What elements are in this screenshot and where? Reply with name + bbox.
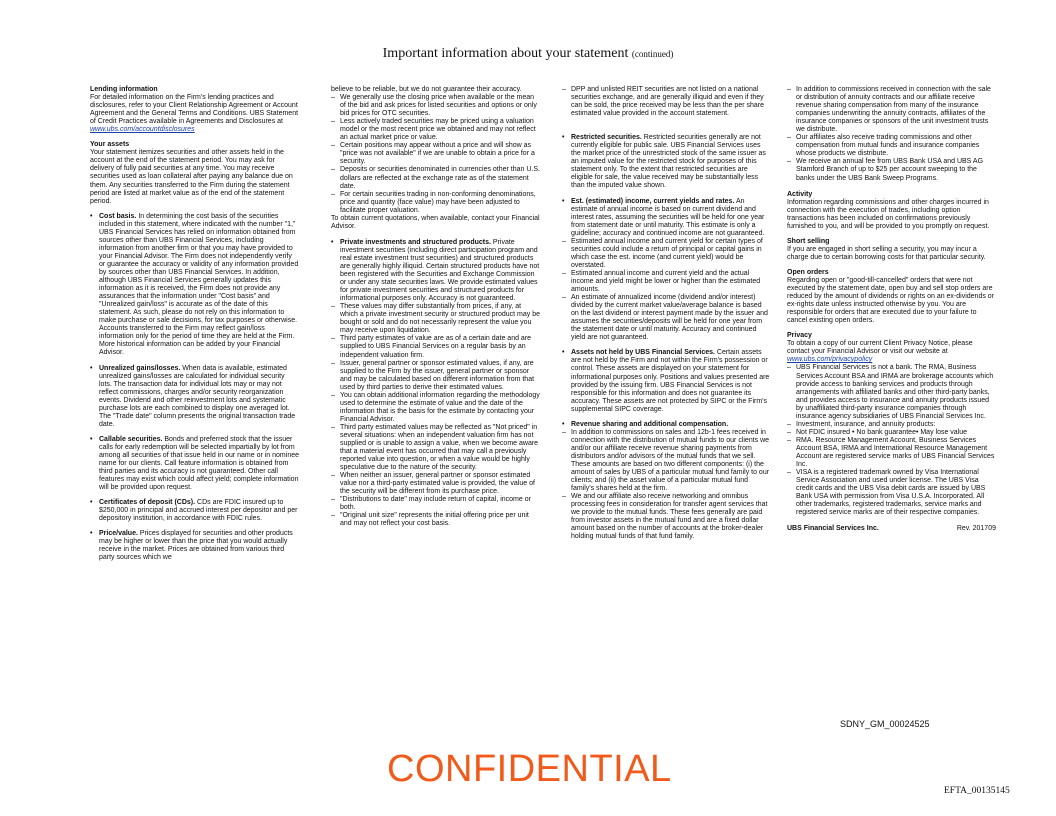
company-name: UBS Financial Services Inc. <box>787 525 879 533</box>
price-value-text: Prices displayed for securities and other products may be higher or lower than the price that you would actually receive in the market. Prices are obtained from various third party sources which we <box>99 530 293 562</box>
short-selling-heading: Short selling <box>787 237 830 245</box>
privacy-heading: Privacy <box>787 332 812 340</box>
callable-label: Callable securities. <box>99 435 163 443</box>
activity-text: Information regarding commissions and other charges incurred in connection with the execution of trades, including option transactions has been included on confirmations previously furnished to you, and will be provided to you promptly on request. <box>787 198 990 230</box>
private-text: Private investment securities (including direct participation program and real estate investment trust securities) and structured products are generally highly illiquid. Certain structured products have not been registered with the Securities and Exchange Commission or under any state securities laws. We provide estimated values for private investment securities and structured products for informational purposes only. Accuracy is not guaranteed. <box>340 238 540 303</box>
cds-label: Certificates of deposit (CDs). <box>99 499 196 507</box>
privacy-text: To obtain a copy of our current Client Privacy Notice, please contact your Financial Advisor or visit our website at <box>787 340 973 356</box>
account-disclosures-link[interactable]: www.ubs.com/accountdisclosures <box>90 126 195 134</box>
est-income-text: An estimate of annual income is based on current dividend and interest rates, assuming the securities will be held for one year from statement date or until maturity. This estimate is only a guideline; accuracy and continued income are not guaranteed. <box>571 197 765 237</box>
list-item: – When neither an issuer, general partner or sponsor estimated value nor a third-party estimated value is provided, the value of the security will be different from its purchase price. <box>331 472 540 496</box>
list-item: – You can obtain additional information regarding the methodology used to determine the estimate of value and the date of the information that is the basis for the estimate by contacting your Financial Advisor. <box>331 392 540 424</box>
est-income-label: Est. (estimated) income, current yields and rates. <box>571 197 735 205</box>
list-item: – VISA is a registered trademark owned by Visa International Service Association and used under license. The UBS Visa credit cards and the UBS Visa debit cards are issued by UBS Bank USA with permission from Visa U.S.A. Incorporated. All other trademarks, registered trademarks, service marks and registered service marks are of their respective companies. <box>787 469 996 517</box>
unrealized-label: Unrealized gains/losses. <box>99 364 181 372</box>
assets-text: Your statement itemizes securities and other assets held in the account at the end of the statement period. You may ask for delivery of fully paid securities at any time. You may receive securities used as loan collateral after paying any balance due on them. Any securities transferred to the Firm during the statement period are listed at market value as of the end of the statement period. <box>90 149 293 205</box>
list-item: – For certain securities trading in non-conforming denominations, price and quantity (face value) may have been adjusted to facilitate proper valuation. <box>331 191 540 215</box>
list-item: – These values may differ substantially from prices, if any, at which a private investment security or structured product may be bought or sold and do not necessarily represent the value you may receive upon liquidation. <box>331 303 540 335</box>
price-value-item <box>90 530 299 562</box>
list-item: – Our affiliates also receive trading commissions and other compensation from mutual funds and insurance companies whose products we distribute. <box>787 134 996 158</box>
list-item: – "Original unit size" represents the initial offering price per unit and may not reflect your cost basis. <box>331 512 540 528</box>
cost-basis-label: Cost basis. <box>99 212 137 220</box>
restricted-item <box>562 134 771 190</box>
assets-section <box>90 141 299 205</box>
private-list <box>331 303 540 528</box>
revision: Rev. 201709 <box>956 525 996 533</box>
not-held-label: Assets not held by UBS Financial Services. <box>571 349 715 357</box>
col2-after: To obtain current quotations, when available, contact your Financial Advisor. <box>331 214 540 230</box>
restricted-text: Restricted securities generally are not currently eligible for public sale. UBS Financial Services uses the market price of the unrestricted stock of the same issuer as an imputed value for the restricted stock for purposes of this statement only. To the extent that restricted securities are eligible for sale, the value received may be substantially less than the imputed value shown. <box>571 134 766 190</box>
list-item: – Not FDIC insured • No bank guarantee• May lose value <box>787 429 996 437</box>
activity-heading: Activity <box>787 190 813 198</box>
lending-section <box>90 86 299 134</box>
assets-heading: Your assets <box>90 141 130 149</box>
dpp-list <box>562 86 771 118</box>
privacy-policy-link[interactable]: www.ubs.com/privacypolicy <box>787 356 873 364</box>
short-selling-section <box>787 238 996 262</box>
list-item: – Investment, insurance, and annuity products: <box>787 421 996 429</box>
est-income-list <box>562 238 771 343</box>
col2-intro: believe to be reliable, but we do not guarantee their accuracy. <box>331 86 522 93</box>
list-item: – Third party estimated values may be reflected as "Not priced" in several situations: when an independent valuation firm has not supplied or is unable to assign a value, when we become aware that a material event has occurred that may call a previously reported value into question, or when a value would be highly speculative due to the nature of the security. <box>331 424 540 472</box>
list-item: – Third party estimates of value are as of a certain date and are supplied to UBS Financial Services on a regular basis by an independent valuation firm. <box>331 335 540 359</box>
revenue-list <box>562 429 771 542</box>
lending-heading: Lending information <box>90 86 158 93</box>
cds-text: CDs are FDIC insured up to $250,000 in principal and accrued interest per depositor and per depository institution, in accordance with FDIC rules. <box>99 499 298 523</box>
callable-item <box>90 436 299 492</box>
lending-text: For detailed information on the Firm's lending practices and disclosures, refer to your Client Relationship Agreement or Account Agreement and the General Terms and Conditions. UBS Statement of Credit Practices available in Agreements and Disclosures at <box>90 94 299 126</box>
restricted-label: Restricted securities. <box>571 134 642 142</box>
est-income-item <box>562 198 771 238</box>
short-selling-text: If you are engaged in short selling a security, you may incur a charge due to certain borrowing costs for that particular security. <box>787 245 986 261</box>
open-orders-heading: Open orders <box>787 268 829 276</box>
unrealized-item <box>90 365 299 429</box>
open-orders-text: Regarding open or "good-till-cancelled" orders that were not executed by the statement date, open buy and sell stop orders are reduced by the amount of dividends or rights on an ex-dividends or ex-rights date unless instructed otherwise by you. You are responsible for orders that are executed due to your failure to cancel existing open orders. <box>787 276 995 325</box>
title-continued: (continued) <box>631 49 674 59</box>
list-item: – Estimated annual income and current yield for certain types of securities could include a return of principal or capital gains in which case the est. income (and current yield) would be overstated. <box>562 238 771 270</box>
list-item: – Deposits or securities denominated in currencies other than U.S. dollars are reflected at the exchange rate as of the statement date. <box>331 166 540 190</box>
column-1 <box>90 86 299 570</box>
cost-basis-text: In determining the cost basis of the securities included in this statement, where indicated with the number "1," UBS Financial Services has relied on information obtained from sources other than UBS Financial Services, including information from another firm or that you may have provided to your Financial Advisor. The Firm does not independently verify or guarantee the accuracy or validity of any information provided by sources other than UBS Financial Services. In addition, although UBS Financial Services generally updates this information as it is received, the Firm does not provide any assurances that the information under "Cost basis" and "Unrealized gain/loss" is accurate as of the date of this statement. As such, please do not rely on this information to make purchase or sale decisions, for tax purposes or otherwise. Accounts transferred to the Firm may reflect gain/loss information only for the period of time they are held at the Firm. More historical information can be added by your Financial Advisor. <box>99 212 299 357</box>
not-held-text: Certain assets are not held by the Firm and not within the Firm's possession or control. These assets are displayed on your statement for informational purposes only. Positions and values presented are provided by the issuing firm. UBS Financial Services is not responsible for this information and does not guarantee its accuracy. These assets are not protected by SIPC or the Firm's supplemental SIPC coverage. <box>571 349 770 413</box>
list-item: – We receive an annual fee from UBS Bank USA and UBS AG Stamford Branch of up to $25 per account sweeping to the banks under the UBS Bank Sweep Programs. <box>787 158 996 182</box>
revenue-label: Revenue sharing and additional compensation. <box>571 420 729 428</box>
private-label: Private investments and structured products. <box>340 238 491 246</box>
cds-item <box>90 499 299 523</box>
list-item: – In addition to commissions received in connection with the sale or distribution of annuity contracts and our affiliate receive revenue sharing compensation from many of the insurance companies underwriting the annuity contracts, affiliates of the insurance companies or sponsors of the unit investment trusts we distribute. <box>787 86 996 134</box>
efta-stamp: EFTA_00135145 <box>944 786 1010 796</box>
open-orders-section <box>787 269 996 325</box>
list-item: – Certain positions may appear without a price and will show as "price was not available" if we are unable to obtain a price for a security. <box>331 142 540 166</box>
activity-section <box>787 191 996 231</box>
list-item: – We generally use the closing price when available or the mean of the bid and ask prices for listed securities and options or only bid prices for OTC securities. <box>331 94 540 118</box>
list-item: – DPP and unlisted REIT securities are not listed on a national securities exchange, and are generally illiquid and even if they can be sold, the price received may be less than the per share estimated value provided in the account statement. <box>562 86 771 118</box>
list-item: – An estimate of annualized income (dividend and/or interest) divided by the current market value/average balance is based on the last dividend or interest payment made by the issuer and assumes the securities/deposits will be held for one year from the statement date or until maturity. Accuracy and continued yield are not guaranteed. <box>562 294 771 342</box>
page-title <box>0 46 1056 62</box>
column-2 <box>331 86 540 529</box>
list-item: – "Distributions to date" may include return of capital, income or both. <box>331 496 540 512</box>
price-value-label: Price/value. <box>99 530 138 538</box>
privacy-section <box>787 332 996 364</box>
list-item: – Issuer, general partner or sponsor estimated values, if any, are supplied to the Firm by the issuer, general partner or sponsor and may be calculated based on different information from that used by third parties to derive their estimated values. <box>331 360 540 392</box>
list-item: – Less actively traded securities may be priced using a valuation model or the most recent price we obtained and may not reflect an actual market price or value. <box>331 118 540 142</box>
list-item: – UBS Financial Services is not a bank. The RMA, Business Services Account BSA and IRMA are brokerage accounts which provide access to banking services and products through arrangements with affiliated banks and other third-party banks, and provides access to insurance and annuity products issued by unaffiliated third-party insurance companies through insurance agency subsidiaries of UBS Financial Services Inc. <box>787 364 996 420</box>
list-item: – In addition to commissions on sales and 12b-1 fees received in connection with the distribution of mutual funds to our clients we and/or our affiliate receive revenue sharing payments from distributors and/or advisors of the mutual funds that we sell. These amounts are based on two different components: (i) the amount of sales by UBS of a particular mutual fund family to our clients; and (ii) the asset value of a particular mutual fund family's shares held at the firm. <box>562 429 771 493</box>
unrealized-text: When data is available, estimated unrealized gains/losses are calculated for individual security lots. The transaction data for individual lots may or may not reflect commissions, charges and/or security reorganization events. Dividend and other reinvestment lots and systematic purchase lots are each combined to display one averaged lot. The "Trade date" column presents the original transaction trade date. <box>99 364 296 428</box>
cost-basis-item <box>90 213 299 358</box>
footer-row <box>787 525 996 533</box>
not-held-item <box>562 349 771 413</box>
pricing-list <box>331 94 540 215</box>
column-4 <box>787 86 996 533</box>
list-item: – RMA. Resource Management Account, Business Services Account BSA, IRMA and International Resource Management Account are registered service marks of UBS Financial Services Inc. <box>787 437 996 469</box>
annuity-list <box>787 86 996 183</box>
list-item: – Estimated annual income and current yield and the actual income and yield might be lower or higher than the estimated amounts. <box>562 270 771 294</box>
title-text: Important information about your statement <box>382 46 629 61</box>
callable-text: Bonds and preferred stock that the issuer calls for early redemption will be selected impartially by lot from among all securities of that issue held in our name or in nominee name for our clients. Call feature information is obtained from third parties and its accuracy is not guaranteed. Other call features may exist which could affect yield; complete information will be provided upon request. <box>99 435 299 492</box>
privacy-list <box>787 364 996 517</box>
confidential-stamp: CONFIDENTIAL <box>387 748 672 790</box>
column-3 <box>562 86 771 541</box>
bates-stamp: SDNY_GM_00024525 <box>840 719 930 729</box>
list-item: – We and our affiliate also receive networking and omnibus processing fees in consideration for transfer agent services that we provide to the mutual funds. These fees generally are paid from investor assets in the mutual fund and are a fixed dollar amount based on the number of accounts at the broker-dealer holding mutual funds of that fund family. <box>562 493 771 541</box>
private-item <box>331 239 540 303</box>
revenue-item <box>562 421 771 429</box>
